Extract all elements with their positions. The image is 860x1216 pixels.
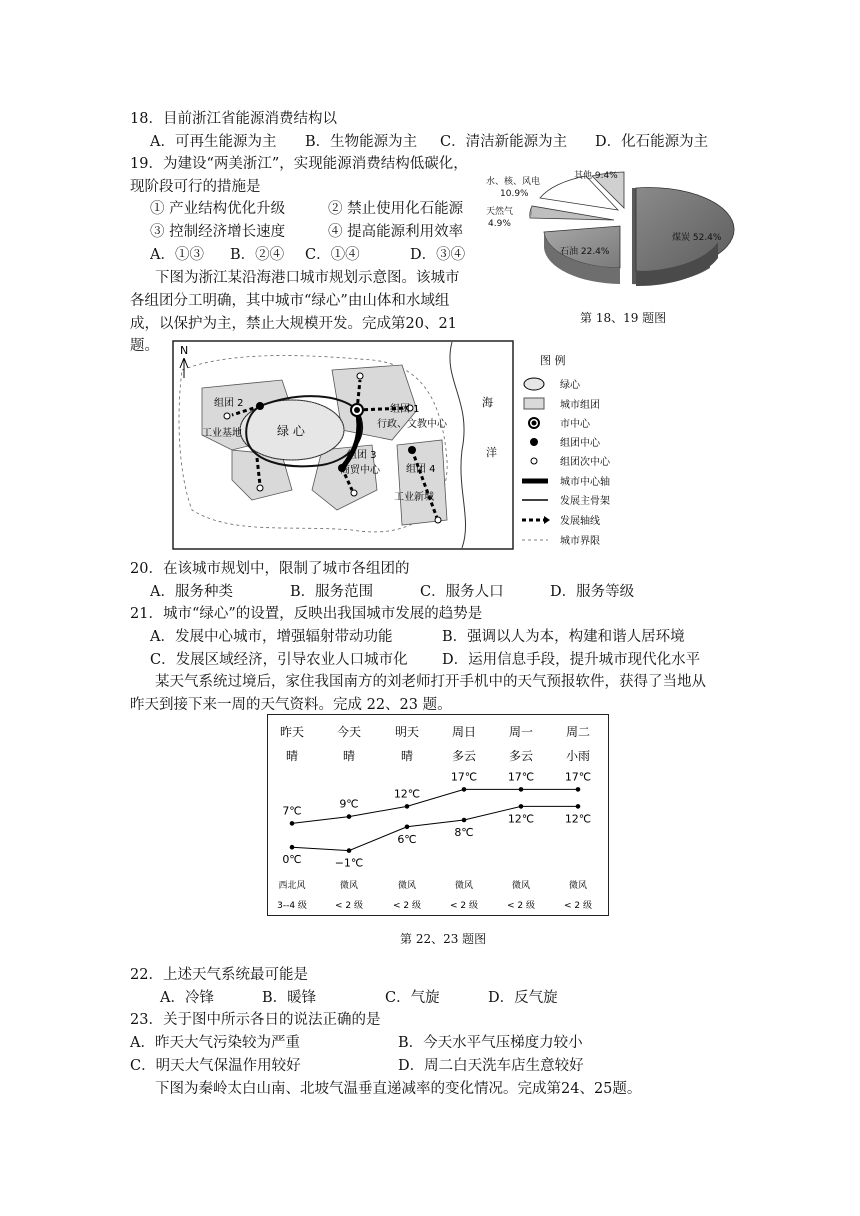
high-temp-point <box>576 787 581 792</box>
high-temp-point <box>519 787 524 792</box>
q20-stem: 20．在该城市规划中，限制了城市各组团的 <box>130 561 410 577</box>
q22-option-c: C．气旋 <box>385 990 440 1006</box>
low-temp-label: −1℃ <box>334 856 364 870</box>
q18-stem: 18．目前浙江省能源消费结构以 <box>130 111 337 127</box>
pie-label-oil: 石油 22.4% <box>560 247 610 257</box>
weather-caption: 第 22、23 题图 <box>400 932 487 946</box>
low-temp-label: 6℃ <box>397 832 417 846</box>
wind-direction-label: 微风 <box>568 881 588 891</box>
wind-level-label: < 2 级 <box>564 901 592 911</box>
q19-measure-4: ④ 提高能源利用效率 <box>328 224 464 240</box>
wind-direction-label: 微风 <box>339 881 359 891</box>
condition-label: 多云 <box>451 749 477 763</box>
legend-city-center: 市中心 <box>560 419 590 430</box>
legend-city-boundary: 城市界限 <box>560 536 600 547</box>
map-group2: 组团 2 <box>214 398 244 409</box>
map-group3: 组团 3 <box>347 450 377 461</box>
condition-label: 晴 <box>400 749 414 763</box>
map-admin-center: 行政、文教中心 <box>377 419 447 430</box>
q18-option-d: D．化石能源为主 <box>595 134 709 150</box>
low-temp-point <box>405 825 410 830</box>
condition-label: 晴 <box>285 749 299 763</box>
wind-direction-label: 微风 <box>511 881 531 891</box>
low-temp-point <box>576 804 581 809</box>
high-temp-label: 17℃ <box>507 770 535 784</box>
pie-label-hydro-2: 10.9% <box>500 189 529 199</box>
intro-2425-line1: 下图为秦岭太白山南、北坡气温垂直递减率的变化情况。完成第24、25题。 <box>155 1081 642 1097</box>
wind-level-label: < 2 级 <box>507 901 535 911</box>
wind-level-label: < 2 级 <box>450 901 478 911</box>
map-sea-2: 洋 <box>486 446 497 459</box>
pie-label-gas-1: 天然气 <box>486 207 514 217</box>
legend-main-framework: 发展主骨架 <box>560 496 610 507</box>
q20-option-a: A．服务种类 <box>150 584 233 600</box>
pie-label-hydro-1: 水、核、风电 <box>486 177 541 187</box>
day-label: 周日 <box>451 725 477 739</box>
intro-2021-line4: 题。 <box>130 338 159 354</box>
wind-direction-label: 微风 <box>454 881 474 891</box>
high-temp-label: 7℃ <box>282 804 302 818</box>
map-industrial-base: 工业基地 <box>202 428 242 439</box>
legend-dev-axis: 发展轴线 <box>560 516 600 527</box>
low-temp-point <box>519 804 524 809</box>
q23-stem: 23．关于图中所示各日的说法正确的是 <box>130 1012 381 1028</box>
q22-option-d: D．反气旋 <box>488 990 558 1006</box>
high-temp-point <box>405 804 410 809</box>
q21-stem: 21．城市“绿心”的设置，反映出我国城市发展的趋势是 <box>130 606 483 622</box>
map-trade-center: 商贸中心 <box>340 465 380 476</box>
q20-option-d: D．服务等级 <box>550 584 635 600</box>
map-group1: 组团 1 <box>390 404 420 415</box>
day-label: 周二 <box>565 725 591 739</box>
intro-2223-line2: 昨天到接下来一周的天气资料。完成 22、23 题。 <box>130 697 452 713</box>
legend-title: 图 例 <box>540 354 566 367</box>
wind-direction-label: 微风 <box>397 881 417 891</box>
map-industrial-town: 工业新城 <box>394 492 434 503</box>
q19-option-b: B．②④ <box>230 247 285 263</box>
map-sea-1: 海 <box>482 396 493 409</box>
q19-measure-1: ① 产业结构优化升级 <box>150 201 286 217</box>
q18-option-c: C．清洁新能源为主 <box>440 134 568 150</box>
day-label: 周一 <box>508 725 534 739</box>
pie-label-gas-2: 4.9% <box>488 219 511 229</box>
high-temp-point <box>462 787 467 792</box>
legend-city-group: 城市组团 <box>560 400 600 411</box>
pie-label-coal: 煤炭 52.4% <box>672 233 722 243</box>
q22-stem: 22．上述天气系统最可能是 <box>130 967 308 983</box>
intro-2021-line1: 下图为浙江某沿海港口城市规划示意图。该城市 <box>155 270 460 286</box>
pie-caption: 第 18、19 题图 <box>580 311 667 325</box>
low-temp-point <box>290 845 295 850</box>
q18-option-b: B．生物能源为主 <box>305 134 418 150</box>
q19-measure-2: ② 禁止使用化石能源 <box>328 201 464 217</box>
high-temp-point <box>290 821 295 826</box>
intro-2223-line1: 某天气系统过境后，家住我国南方的刘老师打开手机中的天气预报软件，获得了当地从 <box>155 674 706 690</box>
weather-forecast-chart <box>267 714 609 916</box>
q21-option-b: B．强调以人为本，构建和谐人居环境 <box>442 629 685 645</box>
wind-level-label: 3--4 级 <box>277 901 307 911</box>
intro-2021-line3: 成，以保护为主，禁止大规模开发。完成第20、21 <box>130 316 457 332</box>
q19-option-a: A．①③ <box>150 247 204 263</box>
condition-label: 小雨 <box>565 749 591 763</box>
low-temp-point <box>462 818 467 823</box>
high-temp-label: 9℃ <box>339 797 359 811</box>
high-temp-label: 17℃ <box>450 770 478 784</box>
high-temp-point <box>347 814 352 819</box>
q19-stem-line2: 现阶段可行的措施是 <box>130 179 261 195</box>
q23-option-a: A．昨天大气污染较为严重 <box>130 1035 300 1051</box>
map-group4: 组团 4 <box>406 464 436 475</box>
q23-option-c: C．明天大气保温作用较好 <box>130 1058 301 1074</box>
q20-option-c: C．服务人口 <box>420 584 504 600</box>
low-temp-label: 0℃ <box>282 853 302 867</box>
high-temp-label: 17℃ <box>564 770 592 784</box>
q22-option-a: A．冷锋 <box>160 990 214 1006</box>
low-temp-label: 8℃ <box>454 826 474 839</box>
city-plan-map <box>172 340 612 552</box>
pie-slice-gas <box>530 206 614 220</box>
pie-label-other: 其他 9.4% <box>574 171 618 181</box>
day-label: 昨天 <box>279 725 305 739</box>
q19-option-d: D．③④ <box>410 247 466 263</box>
q22-option-b: B．暖锋 <box>262 990 317 1006</box>
q19-measure-3: ③ 控制经济增长速度 <box>150 224 286 240</box>
q23-option-b: B．今天水平气压梯度力较小 <box>398 1035 583 1051</box>
q20-option-b: B．服务范围 <box>290 584 374 600</box>
legend-center-axis: 城市中心轴 <box>560 477 610 488</box>
q18-option-a: A．可再生能源为主 <box>150 134 277 150</box>
high-temp-label: 12℃ <box>393 787 421 801</box>
wind-direction-label: 西北风 <box>278 881 306 891</box>
day-label: 今天 <box>336 725 362 739</box>
legend-green-heart: 绿心 <box>560 380 580 391</box>
low-temp-label: 12℃ <box>507 812 535 826</box>
q19-option-c: C．①④ <box>305 247 360 263</box>
map-green-heart: 绿 心 <box>277 424 305 438</box>
condition-label: 晴 <box>342 749 356 763</box>
q21-option-a: A．发展中心城市，增强辐射带动功能 <box>150 629 393 645</box>
q19-stem-line1: 19．为建设“两美浙江”，实现能源消费结构低碳化， <box>130 156 468 172</box>
q21-option-d: D．运用信息手段，提升城市现代化水平 <box>442 652 701 668</box>
intro-2021-line2: 各组团分工明确，其中城市“绿心”由山体和水域组 <box>130 293 450 309</box>
map-north: N <box>180 344 189 357</box>
q23-option-d: D．周二白天洗车店生意较好 <box>398 1058 584 1074</box>
energy-pie-chart <box>482 162 742 322</box>
low-temp-label: 12℃ <box>564 812 592 826</box>
legend-group-center: 组团中心 <box>560 438 600 449</box>
wind-level-label: < 2 级 <box>393 901 421 911</box>
condition-label: 多云 <box>508 749 534 763</box>
day-label: 明天 <box>394 725 420 739</box>
low-temp-point <box>347 848 352 853</box>
wind-level-label: < 2 级 <box>335 901 363 911</box>
q21-option-c: C．发展区域经济，引导农业人口城市化 <box>150 652 408 668</box>
legend-sub-center: 组团次中心 <box>560 457 610 468</box>
